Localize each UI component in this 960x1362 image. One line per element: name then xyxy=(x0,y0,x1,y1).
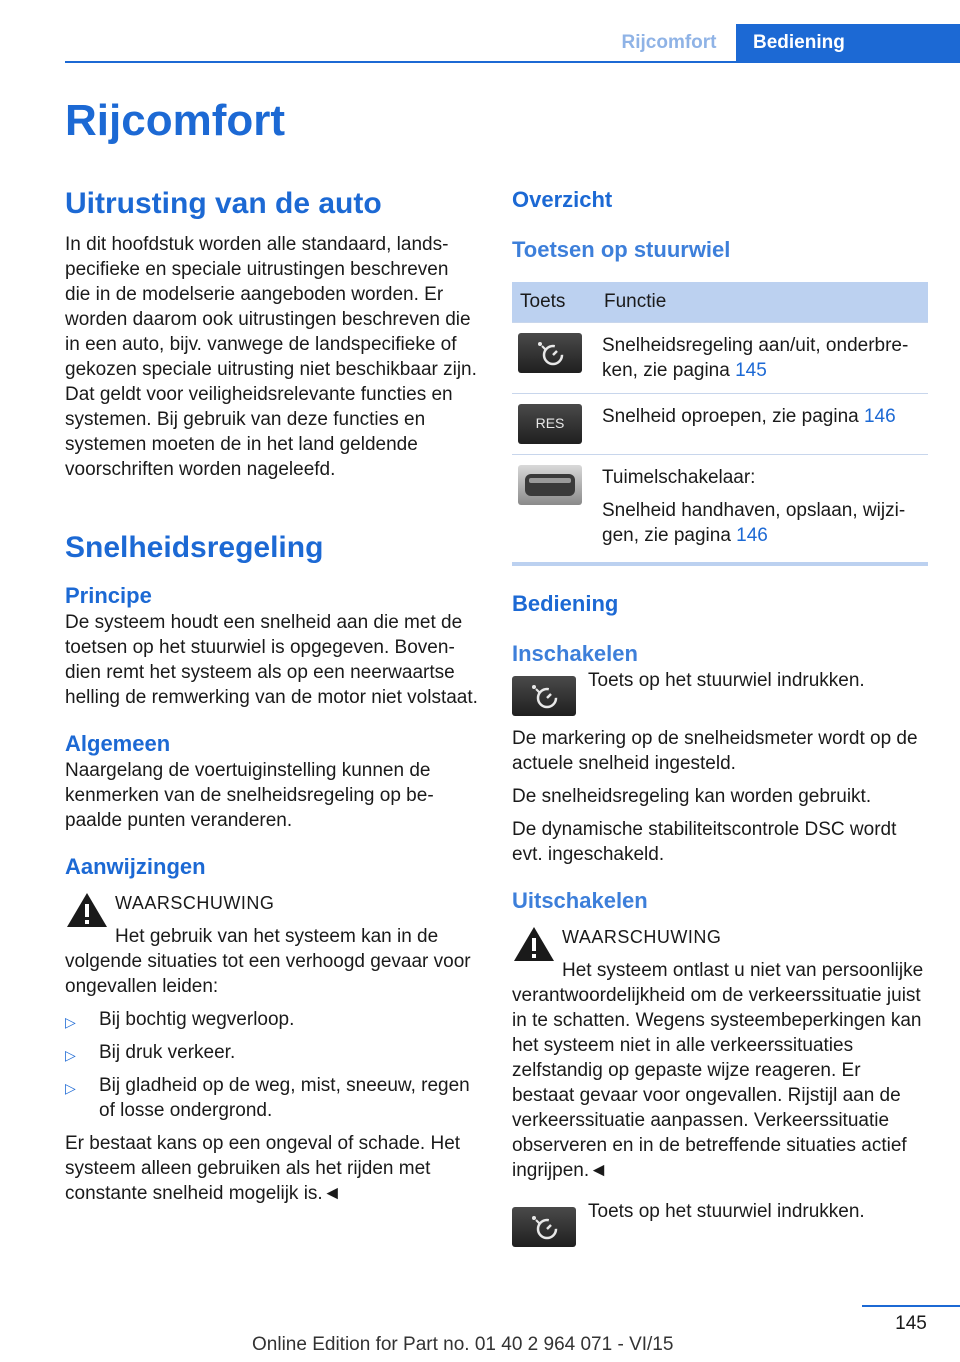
page-link[interactable]: 146 xyxy=(736,524,768,546)
triangle-bullet-icon: ▷ xyxy=(65,1014,76,1030)
heading-bediening: Bediening xyxy=(512,590,619,616)
bullet-list xyxy=(65,1007,479,1123)
footer-rule xyxy=(862,1305,960,1307)
cruise-control-key-icon xyxy=(512,1207,576,1247)
triangle-bullet-icon: ▷ xyxy=(65,1080,76,1096)
inschakelen-instruction xyxy=(512,668,928,716)
warning-text: Het systeem ontlast u niet van persoonlijke verantwoordelijkheid om de verkeerssituatie juist in te schatten. Wegens systeembeperkingen kan het systeem niet in alle verkeerssituaties zelfstandig op gepaste wijze reageren. Er bestaat gevaar voor ongevallen. Rijstijl aan de verkeerssituatie aanpassen. Verkeerssituatie observeren en in de betreffende situaties actief ingrijpen.◄ xyxy=(512,959,924,1181)
heading-snelheidsregeling: Snelheidsregeling xyxy=(65,531,324,564)
list-item: ▷ Bij druk verkeer. xyxy=(65,1040,479,1065)
heading-overzicht: Overzicht xyxy=(512,187,613,212)
cruise-control-key-icon xyxy=(518,333,582,373)
rocker-switch-icon xyxy=(518,465,582,505)
left-column xyxy=(65,186,479,1206)
paragraph-principe: De systeem houdt een snelheid aan die met de toetsen op het stuurwiel is opgegeven. Bovendien remt het systeem als op een neerwaartse helling de remwerking van de motor niet volstaat. xyxy=(65,612,478,708)
table-header-toets: Toets xyxy=(512,282,596,322)
paragraph-dsc: De dynamische stabiliteitscontrole DSC wordt evt. ingeschakeld. xyxy=(512,818,897,865)
heading-principe: Principe xyxy=(65,583,152,608)
heading-aanwijzingen: Aanwijzingen xyxy=(65,854,206,879)
list-item: ▷ Bij gladheid op de weg, mist, sneeuw, regen of losse ondergrond. xyxy=(65,1075,470,1121)
paragraph-markering: De markering op de snelheidsmeter wordt op de actuele snelheid ingesteld. xyxy=(512,727,918,774)
table-cell-function: Tuimelschakelaar: Snelheid handhaven, opslaan, wijzigen, zie pagina 146 xyxy=(596,454,928,564)
table-row xyxy=(512,393,928,454)
keys-table xyxy=(512,282,928,566)
page-number: 145 xyxy=(895,1313,927,1334)
res-key-icon: RES xyxy=(518,404,582,444)
header-section-label: Rijcomfort xyxy=(621,32,717,53)
heading-toetsen: Toetsen op stuurwiel xyxy=(512,237,731,262)
warning-icon xyxy=(65,891,109,929)
page-link[interactable]: 146 xyxy=(863,405,896,427)
heading-algemeen: Algemeen xyxy=(65,731,171,756)
warning-label: WAARSCHUWING xyxy=(115,893,275,913)
table-row xyxy=(512,322,928,393)
warning-note-left xyxy=(65,891,479,999)
list-item: ▷ Bij bochtig wegverloop. xyxy=(65,1007,479,1032)
header-rule xyxy=(65,61,960,63)
page-link[interactable]: 145 xyxy=(735,359,767,381)
heading-uitschakelen: Uitschakelen xyxy=(512,887,648,913)
heading-inschakelen: Inschakelen xyxy=(512,640,638,666)
warning-note-right xyxy=(512,925,928,1183)
table-cell-function: Snelheid oproepen, zie pagina 146 xyxy=(596,393,928,454)
paragraph-gebruikt: De snelheidsregeling kan worden gebruikt. xyxy=(512,785,872,807)
paragraph-algemeen: Naargelang de voertuiginstelling kunnen de kenmerken van de snelheidsregeling op bepaalde punten veranderen. xyxy=(65,760,434,831)
table-cell-function: Snelheidsregeling aan/uit, onderbreken, zie pagina 145 xyxy=(596,322,928,393)
warning-label: WAARSCHUWING xyxy=(562,926,722,947)
edition-footer: Online Edition for Part no. 01 40 2 964 071 - VI/15 xyxy=(252,1334,674,1355)
heading-uitrusting: Uitrusting van de auto xyxy=(65,187,382,220)
table-row xyxy=(512,454,928,564)
paragraph-closing: Er bestaat kans op een ongeval of schade. Het systeem alleen gebruiken als het rijden met constante snelheid mogelijk is.◄ xyxy=(65,1133,461,1204)
right-column xyxy=(512,186,928,1247)
table-header-functie: Functie xyxy=(596,282,928,322)
cruise-control-key-icon xyxy=(512,676,576,716)
warning-icon xyxy=(512,925,556,963)
header-tab-bediening: Bediening xyxy=(736,24,960,62)
paragraph-uitschakelen-key: Toets op het stuurwiel indrukken. xyxy=(588,1200,865,1222)
paragraph-uitrusting: In dit hoofdstuk worden alle standaard, landspecifieke en speciale uitrustingen beschreven die in de modelserie aangeboden worden. Er worden daarom ook uitrustingen beschreven die in een auto, bijv. vanwege de landspecifieke of gekozen speciale uitrusting niet beschikbaar zijn. Dat geldt voor veiligheidsrelevante functies en systemen. Bij gebruik van deze functies en systemen moeten de in het land geldende voorschriften worden nageleefd. xyxy=(65,234,477,480)
paragraph-inschakelen-key: Toets op het stuurwiel indrukken. xyxy=(588,669,865,691)
warning-text: Het gebruik van het systeem kan in de volgende situaties tot een verhoogd gevaar voor ongevallen leiden: xyxy=(65,926,471,997)
triangle-bullet-icon: ▷ xyxy=(65,1047,76,1063)
chapter-title: Rijcomfort xyxy=(65,96,285,145)
uitschakelen-instruction xyxy=(512,1199,928,1247)
